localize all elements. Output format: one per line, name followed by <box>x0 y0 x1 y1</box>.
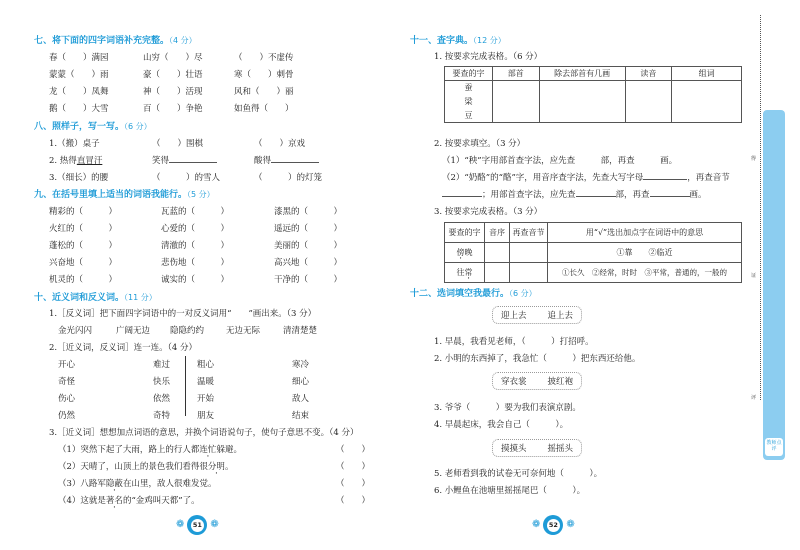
s12-sentence-2: 2. 小明的东西掉了，我急忙（ ）把东西还给他。 <box>434 354 641 364</box>
s10-q3-2-answer[interactable]: （ ） <box>336 462 371 472</box>
t2-h-meaning: 用“√”选出加点字在词语中的意思 <box>548 223 742 243</box>
table-row <box>445 81 742 95</box>
q3-2-post: 。 <box>224 462 234 472</box>
t1-h-strokes: 除去部首有几画 <box>539 67 625 81</box>
s7-r2-c3: 寒（ ）刺骨 <box>234 70 294 80</box>
t1-char-3: 豆 <box>445 109 493 123</box>
t1-cell[interactable] <box>539 81 625 95</box>
s11-q2-line1: （1）“秧”字用部首查字法，应先查 部，再查 画。 <box>442 156 678 166</box>
s12-sentence-5: 5. 老师看到我的试卷无可奈何地（ ）。 <box>434 469 603 479</box>
match-r1-c[interactable]: 粗心 <box>197 360 215 370</box>
s9-r3-c3: 美丽的（ ） <box>274 241 343 251</box>
match-r1-d[interactable]: 寒冷 <box>292 360 310 370</box>
s10-q1-word-4: 无边无际 <box>226 326 261 336</box>
s10-q1-word-1: 金光闪闪 <box>58 326 93 336</box>
section-9-heading: 九、在括号里填上适当的词语我能行。 <box>34 190 188 200</box>
sprout-left-icon: ❁ <box>532 519 541 530</box>
cut-label-3: 评 <box>751 395 757 401</box>
match-r1-a[interactable]: 开心 <box>58 360 76 370</box>
s7-r2-c2: 豪（ ）壮语 <box>143 70 203 80</box>
s7-r4-c1: 鹅（ ）大雪 <box>49 104 109 114</box>
q3-2-dotted: 分明 <box>207 462 225 472</box>
s10-q1-word-5: 清清楚楚 <box>283 326 318 336</box>
page-number-51 <box>176 515 219 535</box>
section-12-heading: 十二、选词填空我最行。 <box>410 289 510 299</box>
s8-r3-c2: （ ）的雪人 <box>152 173 221 183</box>
t1-cell[interactable] <box>625 109 672 123</box>
s10-q3-item-1 <box>58 443 242 455</box>
s8-r2-example: 直冒汗 <box>76 156 103 166</box>
s9-r2-c3: 遥远的（ ） <box>274 224 343 234</box>
section-12-title <box>410 286 537 299</box>
t1-cell[interactable] <box>625 95 672 109</box>
s9-r1-c3: 漆黑的（ ） <box>274 207 343 217</box>
t2-cell[interactable] <box>510 263 548 283</box>
t2-meaning-2[interactable]: ①长久 ②经常，时时 ③平常，普通的，一般的 <box>548 263 742 283</box>
s9-r1-c2: 瓦蓝的（ ） <box>161 207 230 217</box>
s9-r5-c1: 机灵的（ ） <box>49 275 118 285</box>
table-row <box>445 263 742 283</box>
s12-sentence-4: 4. 早晨起床，我会自己（ ）。 <box>434 420 569 430</box>
sprout-right-icon: ❁ <box>210 519 219 530</box>
cut-label-1: 得 <box>751 156 757 162</box>
sprout-left-icon: ❁ <box>176 519 185 530</box>
s8-r1-c2: （ ）围棋 <box>152 139 204 149</box>
t1-cell[interactable] <box>492 109 539 123</box>
table-row <box>445 243 742 263</box>
section-8-title <box>34 119 152 132</box>
teacher-comment-badge: 教师点评 <box>765 438 783 456</box>
section-7-heading: 七、将下面的四字词语补充完整。 <box>34 36 170 46</box>
page-number-52 <box>532 515 575 535</box>
cut-label-2: 证 <box>751 273 757 279</box>
q3-1-pre: （1）突然下起了大雨，路上的行人都 <box>58 445 200 455</box>
q2-line3-a: ；用部首查字法，应先查 <box>482 190 576 200</box>
match-r3-c[interactable]: 开始 <box>197 394 215 404</box>
s8-r2-prefix: 2. 热得 <box>49 156 77 166</box>
match-r2-c[interactable]: 温暖 <box>197 377 215 387</box>
t2-cell[interactable] <box>485 243 510 263</box>
word-option: 追上去 <box>547 311 573 321</box>
t2-char-1 <box>445 243 485 263</box>
s12-sentence-1: 1. 早晨，我看见老师，（ ）打招呼。 <box>434 337 594 347</box>
q3-2-pre: （2）天晴了，山顶上的景色我们看得很 <box>58 462 208 472</box>
t1-h-pronunciation: 读音 <box>625 67 672 81</box>
t1-cell[interactable] <box>492 95 539 109</box>
section-9-title <box>34 187 215 200</box>
s10-q3-4-answer[interactable]: （ ） <box>336 496 371 506</box>
word-option: 迎上去 <box>501 311 527 321</box>
s12-sentence-6: 6. 小鲤鱼在池塘里摇摇尾巴（ ）。 <box>434 486 586 496</box>
t1-char-1: 蚕 <box>445 81 493 95</box>
s9-r3-c1: 蓬松的（ ） <box>49 241 118 251</box>
q3-4-dotted: 著名 <box>105 496 123 506</box>
t2-cell[interactable] <box>510 243 548 263</box>
section-8-heading: 八、照样子，写一写。 <box>34 122 125 132</box>
word-box-3 <box>492 439 582 457</box>
s9-r3-c2: 清澈的（ ） <box>161 241 230 251</box>
section-11-title <box>410 33 506 46</box>
s7-r3-c1: 龙（ ）凤舞 <box>49 87 109 97</box>
match-r2-a[interactable]: 奇怪 <box>58 377 76 387</box>
s10-q3-item-4 <box>58 494 200 506</box>
section-9-score: （5 分） <box>187 190 215 199</box>
s8-r2-b-blank[interactable] <box>169 162 217 163</box>
s7-r2-c1: 蒙蒙（ ）雨 <box>49 70 109 80</box>
q3-4-pre: （4）这就是 <box>58 496 106 506</box>
t1-h-char: 要查的字 <box>445 67 493 81</box>
q3-4-post: 的“金鸡叫天都”了。 <box>122 496 200 506</box>
syllable-blank[interactable] <box>442 196 482 197</box>
s9-r2-c2: 心爱的（ ） <box>161 224 230 234</box>
section-10-score: （11 分） <box>124 293 157 302</box>
s7-r1-c2: 山穷（ ）尽 <box>143 53 203 63</box>
match-r4-c[interactable]: 朋友 <box>197 411 215 421</box>
s10-q3-3-answer[interactable]: （ ） <box>336 479 371 489</box>
s10-q1: 1.［反义词］把下面四字词语中的一对反义词用“ ”画出来。（3 分） <box>49 309 317 319</box>
word-option: 摸摸头 <box>501 444 527 454</box>
s10-q3-1-answer[interactable]: （ ） <box>336 445 371 455</box>
side-tab-lower <box>763 305 785 460</box>
q3-1-dotted: 连忙 <box>199 445 217 455</box>
stroke-blank[interactable] <box>650 196 690 197</box>
q2-line3-c: 画。 <box>689 190 707 200</box>
sprout-right-icon: ❁ <box>566 519 575 530</box>
matching-divider <box>185 356 186 416</box>
s7-r4-c2: 百（ ）争艳 <box>143 104 203 114</box>
s9-r4-c1: 兴奋地（ ） <box>49 258 118 268</box>
section-7-score: （4 分） <box>169 36 197 45</box>
word-option: 穿衣裳 <box>501 377 527 387</box>
dictionary-table-1 <box>444 66 742 123</box>
t1-h-radical: 部首 <box>492 67 539 81</box>
s9-r1-c1: 精彩的（ ） <box>49 207 118 217</box>
s10-q3-item-2 <box>58 460 233 472</box>
section-12-score: （6 分） <box>509 289 537 298</box>
s8-r2-c3 <box>254 154 319 166</box>
word-option: 摇摇头 <box>547 444 573 454</box>
s7-r3-c2: 神（ ）活现 <box>143 87 203 97</box>
s10-q2: 2.［近义词，反义词］连一连。（4 分） <box>49 343 197 353</box>
s10-q3: 3.［近义词］想想加点词语的意思，并换个词语说句子，使句子意思不变。（4 分） <box>49 428 359 438</box>
dictionary-table-2 <box>444 222 742 283</box>
section-10-heading: 十、近义词和反义词。 <box>34 293 125 303</box>
s11-q3: 3. 按要求完成表格。（3 分） <box>434 207 543 217</box>
match-r4-b[interactable]: 奇特 <box>153 411 171 421</box>
table-1-header <box>445 67 742 81</box>
q3-3-pre: （3）八路军 <box>58 479 106 489</box>
s8-r2-c2 <box>152 154 217 166</box>
s10-q1-word-3: 隐隐约约 <box>170 326 205 336</box>
t1-cell[interactable] <box>539 95 625 109</box>
page-number-text: 51 <box>191 519 204 532</box>
s11-q2-line3 <box>442 188 707 200</box>
q2-line2-b: ，再查音节 <box>687 173 730 183</box>
section-11-score: （12 分） <box>473 36 506 45</box>
t1-h-word: 组词 <box>672 67 742 81</box>
s10-q1-word-2: 广阔无边 <box>116 326 151 336</box>
q3-1-post: 躲避。 <box>216 445 242 455</box>
word-box-1 <box>492 306 582 324</box>
section-11-heading: 十一、查字典。 <box>410 36 474 46</box>
q2-line3-b: 部，再查 <box>615 190 650 200</box>
section-10-title <box>34 290 157 303</box>
page-number-text: 52 <box>547 519 560 532</box>
word-option: 披红袍 <box>547 377 573 387</box>
t1-cell[interactable] <box>625 81 672 95</box>
table-row <box>445 109 742 123</box>
t2-1-post: 晚 <box>464 248 473 257</box>
s8-r2-b-label: 笑得 <box>152 156 170 166</box>
s9-r4-c2: 悲伤地（ ） <box>161 258 230 268</box>
letter-blank[interactable] <box>643 179 687 180</box>
s7-r3-c3: 风和（ ）丽 <box>234 87 294 97</box>
match-r4-a[interactable]: 仍然 <box>58 411 76 421</box>
match-r2-b[interactable]: 快乐 <box>153 377 171 387</box>
s11-q1: 1. 按要求完成表格。（6 分） <box>434 52 543 62</box>
section-8-score: （6 分） <box>124 122 152 131</box>
radical-blank[interactable] <box>576 196 616 197</box>
s7-r1-c1: 春（ ）满园 <box>49 53 109 63</box>
t1-cell[interactable] <box>672 95 742 109</box>
s9-r4-c3: 高兴地（ ） <box>274 258 343 268</box>
s8-r2-c-label: 酸得 <box>254 156 272 166</box>
word-box-2 <box>492 372 582 390</box>
s8-r2-c-blank[interactable] <box>271 162 319 163</box>
s8-r3-c3: （ ）的灯笼 <box>254 173 323 183</box>
t2-char-2 <box>445 263 485 283</box>
q3-3-dotted: 隐蔽 <box>105 479 123 489</box>
t2-2-pre: 往 <box>456 268 465 277</box>
table-2-header <box>445 223 742 243</box>
t1-cell[interactable] <box>492 81 539 95</box>
match-r1-b[interactable]: 难过 <box>153 360 171 370</box>
cut-line <box>760 15 761 400</box>
s12-sentence-3: 3. 爷爷（ ）要为我们表演京剧。 <box>434 403 581 413</box>
s8-r2-c1 <box>49 154 102 166</box>
q3-3-post: 在山里，敌人很难发觉。 <box>122 479 217 489</box>
s9-r5-c3: 干净的（ ） <box>274 275 343 285</box>
t2-h-syllable: 再查音节 <box>510 223 548 243</box>
table-row <box>445 95 742 109</box>
t1-cell[interactable] <box>672 81 742 95</box>
s8-r3-c1: 3.（细长）的腰 <box>49 173 109 183</box>
flower-badge-icon <box>187 515 207 535</box>
t2-h-char: 要查的字 <box>445 223 485 243</box>
right-page <box>400 0 800 550</box>
s7-r4-c3: 如鱼得（ ） <box>234 104 294 114</box>
s11-q2-line2 <box>442 171 730 183</box>
t1-cell[interactable] <box>672 109 742 123</box>
t2-h-index: 音序 <box>485 223 510 243</box>
section-7-title <box>34 33 197 46</box>
match-r3-a[interactable]: 伤心 <box>58 394 76 404</box>
match-r4-d[interactable]: 结束 <box>292 411 310 421</box>
side-tab <box>763 110 785 305</box>
s11-q2: 2. 按要求填空。（3 分） <box>434 139 526 149</box>
s8-r1-c1: 1.（搬）桌子 <box>49 139 100 149</box>
s10-q3-item-3 <box>58 477 216 489</box>
flower-badge-icon <box>543 515 563 535</box>
t2-2-dot: 常 <box>464 268 473 277</box>
q2-line2-a: （2）“奶酪”的“酪”字，用音序查字法，先查大写字母 <box>442 173 644 183</box>
s7-r1-c3: （ ）不虚传 <box>234 53 294 63</box>
match-r3-d[interactable]: 敌人 <box>292 394 310 404</box>
match-r3-b[interactable]: 依然 <box>153 394 171 404</box>
t2-1-dot: 傍 <box>456 248 465 257</box>
t1-cell[interactable] <box>539 109 625 123</box>
s9-r2-c1: 火红的（ ） <box>49 224 118 234</box>
t2-meaning-1[interactable]: ①靠 ②临近 <box>548 243 742 263</box>
t2-cell[interactable] <box>485 263 510 283</box>
t1-char-2: 梁 <box>445 95 493 109</box>
s8-r1-c3: （ ）京戏 <box>254 139 306 149</box>
match-r2-d[interactable]: 细心 <box>292 377 310 387</box>
s9-r5-c2: 诚实的（ ） <box>161 275 230 285</box>
